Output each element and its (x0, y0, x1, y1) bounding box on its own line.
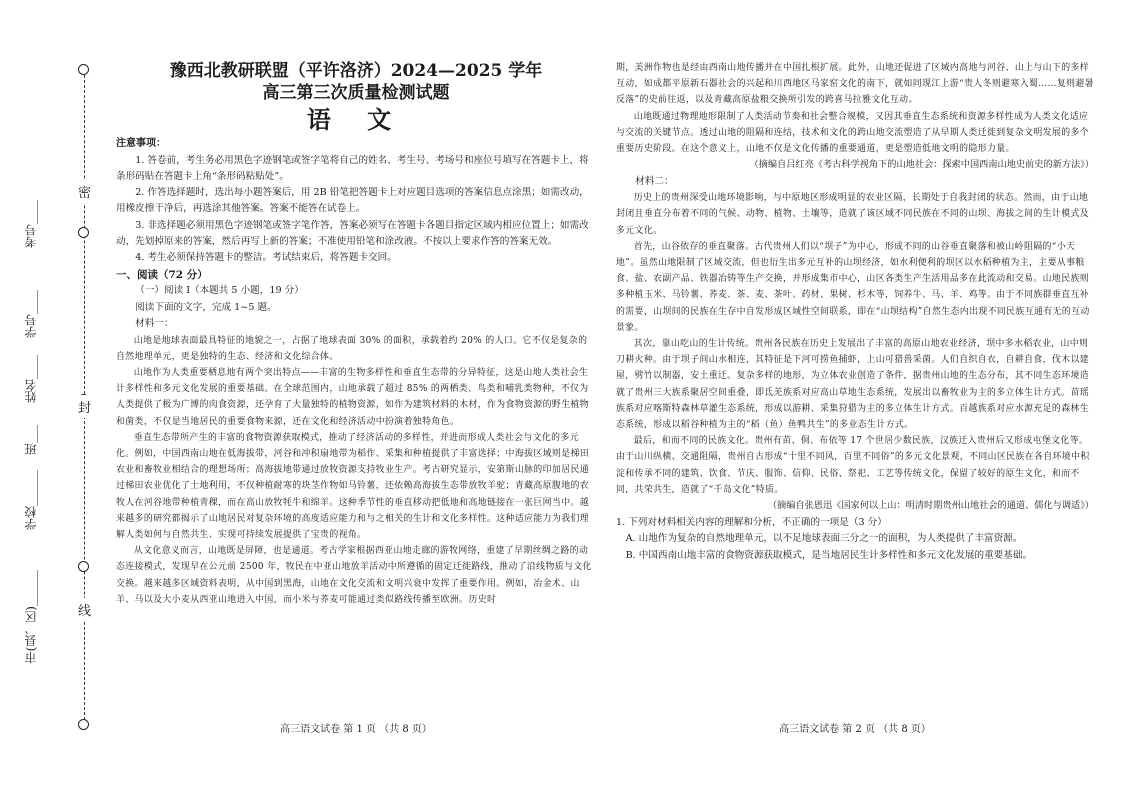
passage-paragraph: 期，美洲作物也是经由西南山地传播并在中国扎根扩展。此外，山地还促进了区域内高地与河谷、山上与山下的多样互动，如成都平原新石器社会的兴起和川西地区马家窑文化的南下，就如同现江上游“贵人冬则避寒入蜀……复则避暑反落”的史前往返，以及青藏高原盐粮交换所引发的跨喜马拉雅文化互动。 (616, 63, 1094, 106)
question-1: 1. 下列对材料相关内容的理解和分析，不正确的一项是（3 分） (616, 516, 887, 528)
passage-paragraph: 从文化意义而言，山地既是屏障，也是通道。考古学家根据西亚山地走廊的游牧网络，重建了早期丝绸之路的动态连接模式，发现早在公元前 2500 年，牧民在中亚山地放羊活动中所遵循的固定迁徙路线，推动了沿线物质与文化交换。越来越多区域资料表明，从中国到黑海，山地在文化交流和文明兴衰中发挥了重要作用。例如，冶金术、山羊、马以及大小麦从西亚山地进入中国，而小米与荞麦可能通过类似路线传播至欧洲。历史时 (116, 546, 592, 605)
notice-item: 4. 考生必须保持答题卡的整洁。考试结束后，将答题卡交回。 (135, 252, 397, 264)
passage-paragraph: 垂直生态带所产生的丰富的食物资源获取模式，推动了经济活动的多样性，并进而形成人类社会与文化的多元化。例如，中国西南山地在低海拔带，河谷和冲积扇地带为稻作、采集和种植提供了丰富选择；中海拔区域则是梯田农业和畜牧业相结合的理想场所；高海拔地带通过放牧资源支持牧业生产。考古研究显示，安第斯山脉的印加居民通过梯田农业优化了土地利用，不仅种植耐寒的块茎作物如马铃薯，还依赖高海拔生态带放牧羊驼；青藏高原腹地的农牧人在河谷地带种植青稞，而在高山放牧牦牛和绵羊。这种季节性的垂直移动把低地和高地链接在一张巨网当中。越来越多的研究都揭示了山地居民对复杂环境的高度适应能力和与之相关的生计和文化多样性。这种适应能力为我们理解人类如何与自然共生、实现可持续发展提供了宝贵的视角。 (116, 432, 590, 541)
passage-paragraph: 山地既通过物理地形限制了人类活动节奏和社会整合规模，又因其垂直生态系统和资源多样性成为人类文化适应与交流的关键节点。透过山地的阻隔和连结，技术和文化的跨山地交流塑造了从早期人类迁徙到复杂文明发展的多个重要历史阶段。在这个意义上，山地不仅是文化传播的重要通道，更是塑造低地文明的隐形力量。 (616, 111, 1090, 155)
label-exam-number: 考号____ (24, 200, 38, 248)
reading-instruction: 阅读下面的文字，完成 1~5 题。 (135, 301, 277, 313)
page-2-footer: 高三语文试卷 第 2 页 （共 8 页） (779, 724, 931, 735)
question-option-a: A. 山地作为复杂的自然地理单元，以不足地球表面三分之一的面积，为人类提供了丰富资源。 (625, 533, 1023, 545)
binding-hole (78, 64, 89, 75)
material-1-label: 材料一： (135, 318, 174, 330)
passage-paragraph: 其次，靠山吃山的生计传统。贵州各民族在历史上发展出了丰富的高原山地农业经济，坝中多水稻农业，山中则刀耕火种。由于坝子间山水相连，其特征是下河可捞鱼捕虾，上山可猎兽采菌。人们自织自衣，自耕自食，伐木以建屋，劈竹以制器，安土重迁。复杂多样的地形，为立体农业创造了条件，据贵州山地的生态分布，其不同生态环境造就了贵州三大族系聚居空间重叠，即氐羌族系对应高山草地生态系统，发展出以畜牧业为主的多立体生计方式。苗瑶族系对应喀斯特森林草灌生态系统，形成以游耕、采集狩猎为主的多立体生计方式。百越族系对应水源充足的森林生态系统，形成以稻谷种植为主的“稻（鱼）鱼鸭共生”的多业态生计方式。 (616, 339, 1090, 431)
label-school: 学校______ (24, 470, 38, 530)
passage-paragraph: 首先，山谷依存的垂直聚落。古代贵州人们以“坝子”为中心，形成不同的山谷垂直聚落和被山岭阻隔的“小天地”。虽然山地限制了区域交流，但也衍生出多元互补的山坝经济，如水利便利的坝区以水稻种植为主，主要从事粮食、盐、农副产品、铁器冶铸等生产交换，并形成集市中心，山区各类生产生活用品多在此流动和交易。山地民族则多种植玉米、马铃薯、荞麦、茶、麦、茶叶、药材、果树、杉木等，饲养牛、马、羊、鸡等。由于不同族群垂直互补的需要，山坝间的民族在生存中自发形成区域性空间联系，即在“山坝结构”自然生态内出现不同民族互通有无的互动景象。 (616, 241, 1090, 333)
label-student-number: 学号____ (24, 290, 38, 338)
exam-title-line1: 豫西北教研联盟（平许洛济）2024—2025 学年 (169, 61, 543, 81)
page-1-footer: 高三语文试卷 第 1 页 （共 8 页） (280, 724, 432, 735)
notice-item: 3. 非选择题必须用黑色字迹钢笔或签字笔作答，答案必须写在答题卡各题目指定区域内相应位置上；如需改动，先划掉原来的答案，然后再写上新的答案；不准使用铅笔和涂改液。不按以上要求作答的答案无效。 (116, 219, 589, 247)
question-option-b: B. 中国西南山地丰富的食物资源获取模式，是当地居民生计多样性和多元文化发展的重要基础。 (625, 549, 1033, 561)
passage-paragraph: 最后，和而不同的民族文化。贵州有苗、侗、布依等 17 个世居少数民族，汉族迁入贵州后又形成屯堡文化等。由于山川纵横、交通阻隔，贵州自古形成“十里不同风，百里不同俗”的多元文化景观，不同山区民族在各自环境中积淀和传承不同的建筑、饮食、节庆、服饰、信仰、民俗、祭祀、工艺等传统文化，保留了较好的原生文化，和而不同，共荣共生，造就了“千岛文化”特质。 (616, 436, 1090, 495)
seal-char-feng: 封 (78, 395, 91, 418)
notice-heading: 注意事项： (116, 138, 166, 149)
binding-hole (78, 561, 89, 572)
passage-paragraph: 历史上的贵州深受山地环境影响，与中原地区形成明显的农业区隔，长期处于自我封闭的状态。然而，由于山地封闭且垂直分布着不同的气候、动物、植物、土壤等，造就了该区域不同民族在不同的山坝、海拔之间的生计模式及多元文化。 (616, 193, 1090, 236)
subsection-heading: （一）阅读 Ⅰ（本题共 5 小题，19 分） (135, 285, 304, 297)
binding-hole (78, 719, 89, 730)
seal-char-mi: 密 (78, 180, 91, 203)
source-citation: （摘编自吕红亮《考古科学视角下的山地社会：探索中国西南山地史前史的新方法》） (749, 159, 1094, 171)
label-name: 姓名____ (24, 355, 38, 403)
binding-margin (0, 0, 108, 794)
notice-item: 1. 答卷前，考生务必用黑色字迹钢笔或签字笔将自己的姓名、考生号、考场号和座位号填写在答题卡上，将条形码贴在答题卡上角“条形码粘贴处”。 (116, 154, 589, 182)
page-2 (616, 60, 1094, 564)
label-class: 班___ (24, 425, 38, 455)
passage-paragraph: 山地作为人类重要栖息地有两个突出特点——丰富的生物多样性和垂直生态带的分异特征，这是山地人类社会生计多样性和多元文化发展的重要基础。在全球范围内，山地承载了超过 85% 的两栖类、鸟类和哺乳类物种，不仅为人类提供了极为广博的肉食资源，还孕育了大量独特的植物资源，如作为建筑材料的木材，作为食物资源的野生植物和菌类，不仅是当地居民的重要食物来源，还在文化和经济活动中扮演着独特角色。 (116, 367, 590, 427)
source-citation: （摘编自张恩迅《国家何以上山：明清时期贵州山地社会的通道、儒化与调适》） (767, 500, 1094, 512)
passage-paragraph: 山地是地球表面最具特征的地貌之一，占据了地球表面 30% 的面积，承载着约 20% 的人口。它不仅是复杂的自然地理单元，更是独特的生态、经济和文化综合体。 (116, 335, 588, 362)
seal-char-xian: 线 (78, 598, 91, 621)
page-1 (116, 60, 596, 608)
material-2-label: 材料二： (635, 175, 674, 187)
subject-title: 语 文 (306, 105, 406, 134)
label-city-county: 市(县、区)______ (24, 570, 38, 664)
notice-item: 2. 作答选择题时，选出每小题答案后，用 2B 铅笔把答题卡上对应题目选项的答案信息点涂黑；如需改动，用橡皮擦干净后，再选涂其他答案。答案不能答在试卷上。 (116, 187, 589, 215)
exam-title-line2: 高三第三次质量检测试题 (262, 83, 450, 103)
binding-hole (78, 227, 89, 238)
section-heading: 一、阅读（72 分） (116, 268, 208, 281)
